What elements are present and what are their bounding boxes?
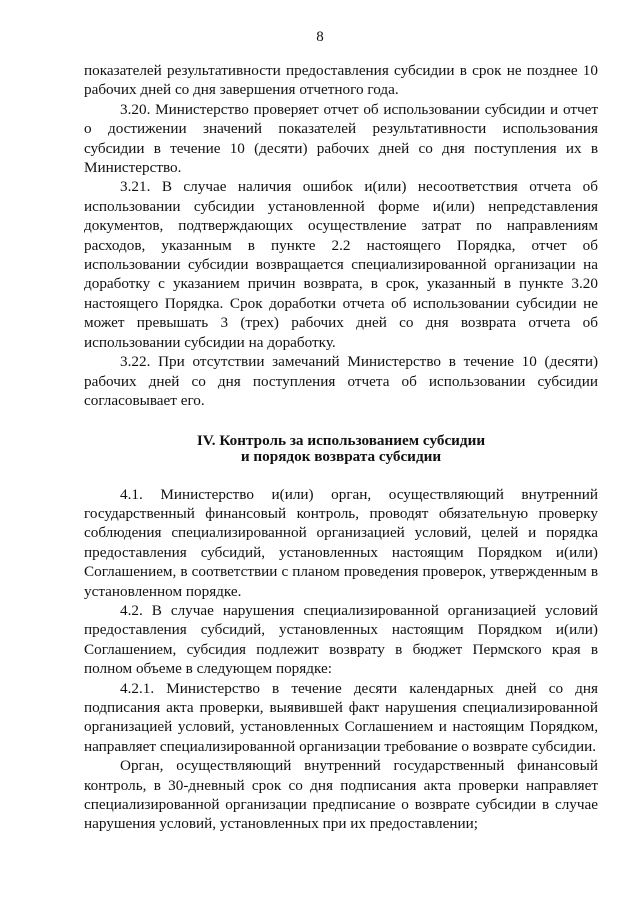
paragraph-3-20: 3.20. Министерство проверяет отчет об использовании субсидии и отчет о достижении значений показателей результативности использования субсидии в течение 10 (десяти) рабочих дней со дня поступления их в Министерство. [84,100,598,177]
paragraph-4-2: 4.2. В случае нарушения специализированной организацией условий предоставления субсидий, установленных настоящим Порядком и(или) Соглашением, субсидия подлежит возврату в бюджет Пермского края в полном объеме в следующем порядке: [84,601,598,678]
document-body [84,61,598,834]
section-heading [84,433,598,464]
paragraph-4-2-1: 4.2.1. Министерство в течение десяти календарных дней со дня подписания акта проверки, выявившей факт нарушения специализированной организацией условий, установленных Соглашением и настоящим Порядком, направляет специализированной организации требование о возврате субсидии. [84,679,598,755]
paragraph-3-19-continuation: показателей результативности предоставления субсидии в срок не позднее 10 рабочих дней со дня завершения отчетного года. [84,62,598,99]
section-heading-line-1: IV. Контроль за использованием субсидии [196,432,486,450]
page-number: 8 [316,29,324,45]
paragraph-organ-control: Орган, осуществляющий внутренний государственный финансовый контроль, в 30-дневный срок со дня подписания акта проверки направляет специализированной организации предписание о возврате субсидии в случае нарушения условий, установленных при их предоставлении; [84,757,598,833]
section-heading-line-2: и порядок возврата субсидии [240,447,442,465]
paragraph-3-21: 3.21. В случае наличия ошибок и(или) несоответствия отчета об использовании субсидии установленной форме и(или) непредставления документов, подтверждающих осуществление затрат по направлениям расходов, указанным в пункте 2.2 настоящего Порядка, отчет об использовании субсидии возвращается специализированной организации на доработку с указанием причин возврата, в срок, указанный в пункте 3.20 настоящего Порядка. Срок доработки отчета об использовании субсидии не может превышать 3 (трех) рабочих дней со дня возврата отчета об использовании субсидии на доработку. [84,178,598,351]
paragraph-3-22: 3.22. При отсутствии замечаний Министерство в течение 10 (десяти) рабочих дней со дня поступления отчета об использовании субсидии согласовывает его. [84,353,598,409]
paragraph-4-1: 4.1. Министерство и(или) орган, осуществляющий внутренний государственный финансовый контроль, проводят обязательную проверку соблюдения специализированной организацией условий, целей и порядка предоставления субсидий, установленных настоящим Порядком и(или) Соглашением, в соответствии с планом проведения проверок, утвержденным в установленном порядке. [84,485,598,600]
paragraphs-before [84,61,598,410]
paragraphs-after [84,485,598,834]
